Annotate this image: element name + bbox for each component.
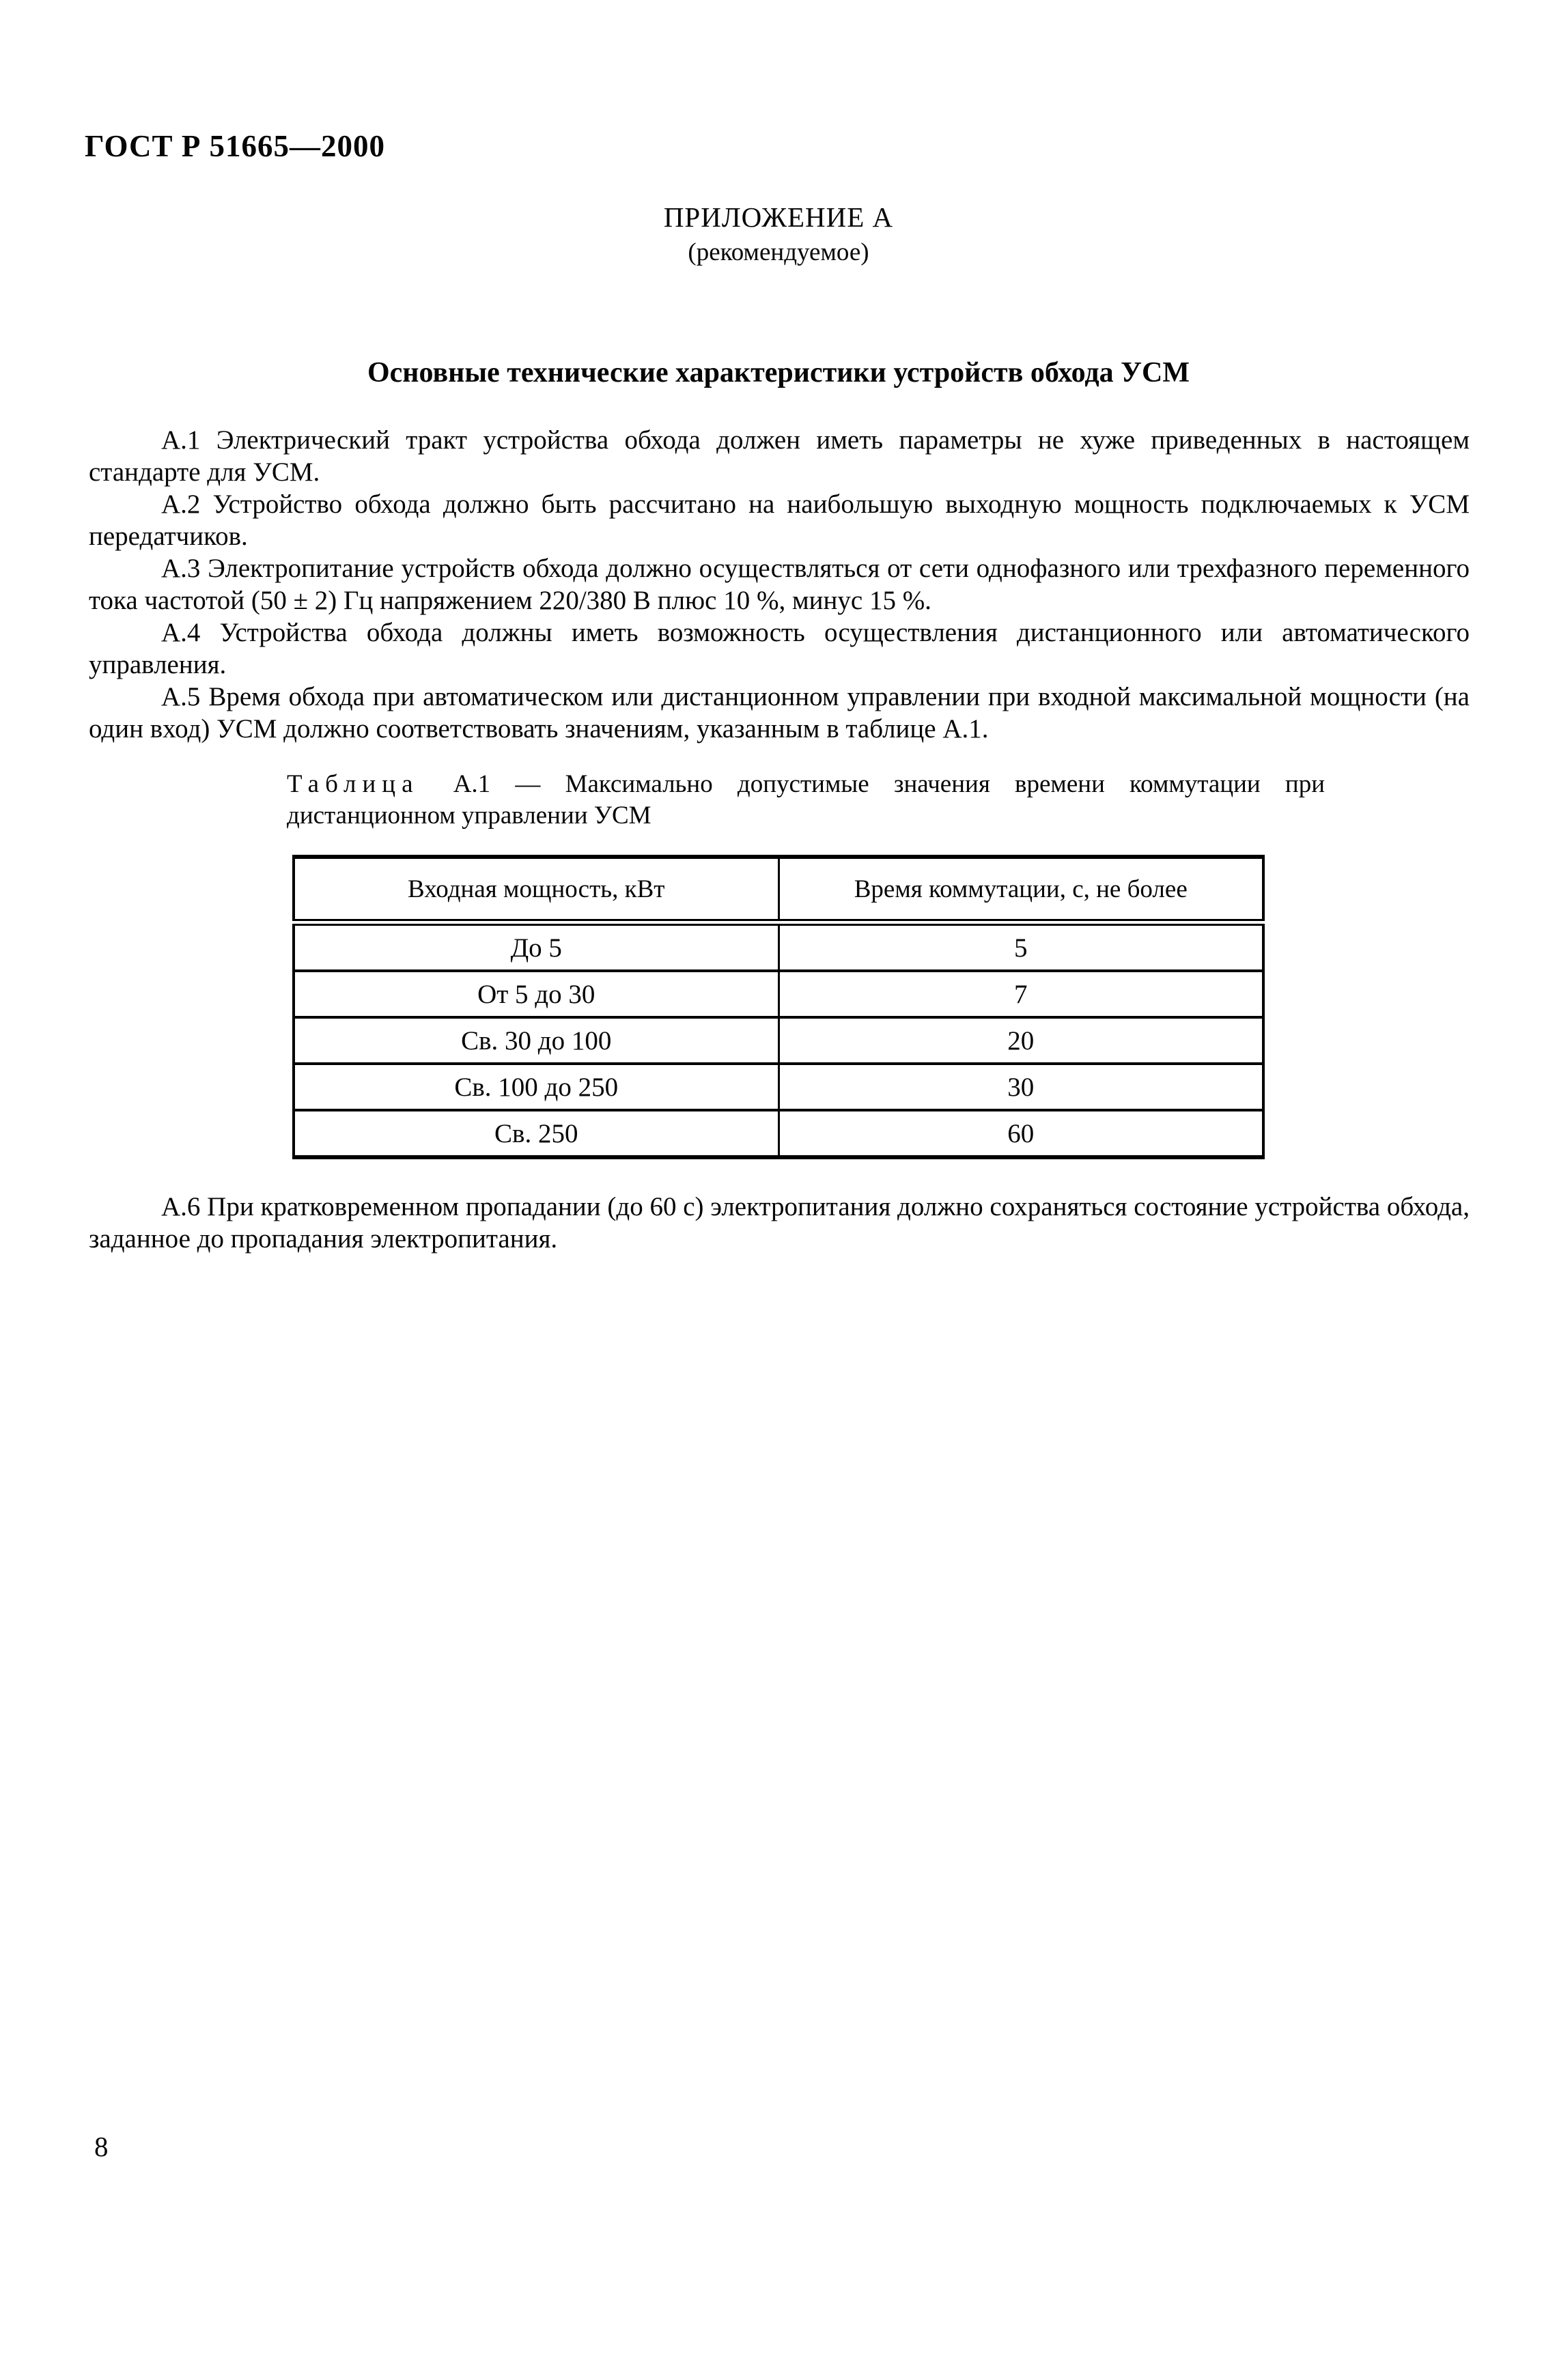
table-cell: 20 <box>778 1017 1263 1064</box>
paragraph-a5: А.5 Время обхода при автоматическом или дистанционном управлении при входной максимальной мощности (на один вход) УСМ должно соответствовать значениям, указанным в таблице А.1. <box>89 682 1470 743</box>
table-cell: До 5 <box>294 922 778 971</box>
appendix-title: Основные технические характеристики устройств обхода УСМ <box>367 357 1190 388</box>
body-text <box>89 424 1470 745</box>
table-cell: 60 <box>1007 1118 1035 1148</box>
closing-text <box>89 1191 1470 1255</box>
table-cell: 5 <box>778 922 1263 971</box>
table-cell: Св. 100 до 250 <box>294 1064 778 1110</box>
table-cell: От 5 до 30 <box>294 971 778 1017</box>
paragraph-a6: А.6 При кратковременном пропадании (до 60 с) электропитания должно сохраняться состояние устройства обхода, заданное до пропадания электропитания. <box>89 1192 1470 1253</box>
table-row <box>294 1064 1263 1110</box>
table-cell: Св. 30 до 100 <box>294 1017 778 1064</box>
table-a1 <box>292 855 1265 1159</box>
table-row <box>294 971 1263 1017</box>
table-row <box>294 1017 1263 1064</box>
table-cell: Св. 250 <box>294 1110 778 1157</box>
table-header <box>294 857 1263 922</box>
paragraph-a1: А.1 Электрический тракт устройства обхода должен иметь параметры не хуже приведенных в настоящем стандарте для УСМ. <box>89 425 1470 487</box>
paragraph-a4: А.4 Устройства обхода должны иметь возможность осуществления дистанционного или автоматического управления. <box>89 618 1470 679</box>
table-row <box>294 922 1263 971</box>
standard-code: ГОСТ Р 51665—2000 <box>85 129 386 163</box>
paragraph-a3: А.3 Электропитание устройств обхода должно осуществляться от сети однофазного или трехфазного переменного тока частотой (50 ± 2) Гц напряжением 220/380 В плюс 10 %, минус 15 %. <box>89 554 1470 615</box>
page-number: 8 <box>94 2131 109 2162</box>
column-header-switch-time: Время коммутации, с, не более <box>778 857 1263 922</box>
table-body <box>294 922 1263 1157</box>
column-header-input-power: Входная мощность, кВт <box>294 857 778 922</box>
table-a1-container <box>292 855 1265 1159</box>
appendix-heading: ПРИЛОЖЕНИЕ А <box>663 201 894 233</box>
table-caption-label: Таблица <box>287 770 419 798</box>
table-header-row <box>294 857 1263 922</box>
paragraph-a2: А.2 Устройство обхода должно быть рассчитано на наибольшую выходную мощность подключаемых к УСМ передатчиков. <box>89 490 1470 551</box>
table-cell: 7 <box>778 971 1263 1017</box>
table-caption-number: А.1 <box>453 770 491 798</box>
appendix-subheading: (рекомендуемое) <box>688 238 869 266</box>
table-caption-text: — Максимально допустимые значения времени коммутации при дистанционном управлении УСМ <box>287 770 1325 830</box>
table-caption <box>287 769 1325 832</box>
table-row <box>294 1110 1263 1157</box>
table-cell: 30 <box>778 1064 1263 1110</box>
